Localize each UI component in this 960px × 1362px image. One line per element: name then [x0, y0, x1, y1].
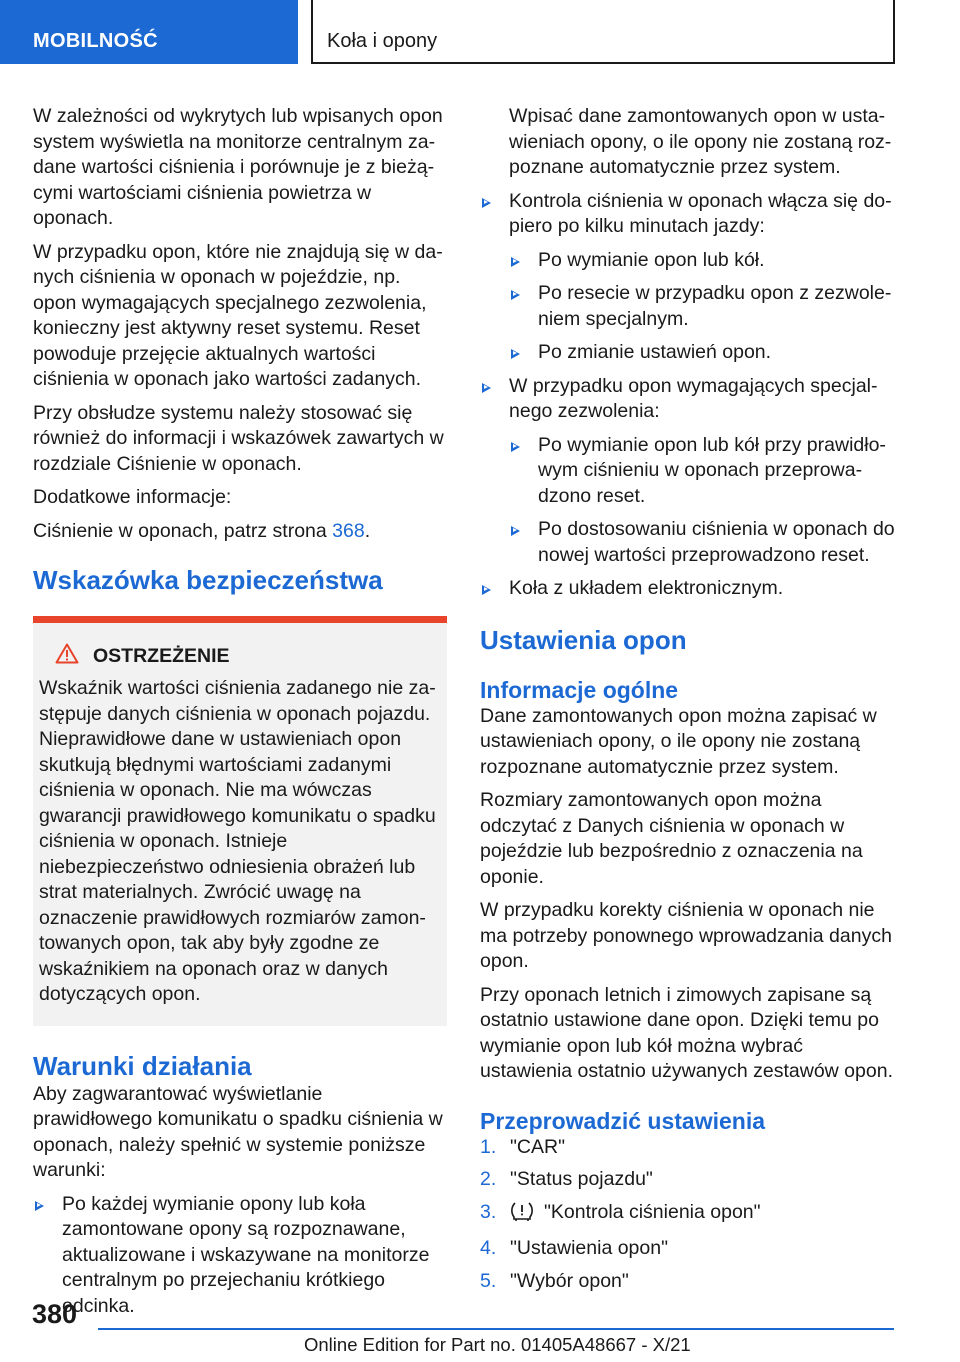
warning-triangle-icon	[55, 643, 93, 670]
left-column	[33, 104, 447, 1327]
cross-reference-end: .	[364, 519, 371, 542]
tire-pressure-icon	[510, 1200, 534, 1230]
arrow-bullet-icon	[35, 1201, 44, 1211]
arrow-bullet-icon	[511, 257, 520, 267]
list-item	[480, 189, 898, 366]
step-text: "Wybór opon"	[510, 1269, 629, 1292]
conditions-heading: Warunki działania	[33, 1050, 252, 1081]
list-item-text: Kontrola ciśnienia w oponach włącza się dopiero po kilku minutach jazdy:	[509, 189, 892, 237]
step-number: 1.	[480, 1135, 497, 1158]
step-item	[480, 1135, 898, 1161]
list-item-text: W przypadku opon wymagających specjalnego zezwolenia:	[509, 374, 878, 422]
general-info-heading: Informacje ogólne	[480, 676, 679, 703]
sub-list	[509, 433, 898, 569]
intro-paragraph-2: W przypadku opon, które nie znajdują się w danych ciśnienia w oponach w pojeździe, np. opon wymagających specjalnego zezwolenia, konieczny jest aktywny reset systemu. Reset powoduje przejęcie aktualnych wartości ciśnienia w oponach jako wartości zadanych.	[33, 240, 443, 390]
conditions-list-continued	[480, 189, 898, 602]
step-number: 2.	[480, 1168, 497, 1190]
section-tab	[0, 0, 298, 64]
list-item-text: Po resecie w przypadku opon z zezwoleniem specjalnym.	[538, 282, 892, 330]
arrow-bullet-icon	[511, 526, 520, 536]
step-item	[480, 1269, 898, 1295]
section-title: MOBILNOŚĆ	[33, 30, 158, 52]
footer-edition: Online Edition for Part no. 01405A48667 - X/21	[304, 1334, 691, 1355]
step-number: 4.	[480, 1237, 497, 1259]
arrow-bullet-icon	[511, 290, 520, 300]
footer-divider	[98, 1328, 894, 1330]
conditions-list	[33, 1192, 447, 1320]
list-item-text: Koła z układem elektronicznym.	[509, 577, 784, 599]
step-item	[480, 1236, 898, 1262]
list-item	[480, 576, 898, 602]
arrow-bullet-icon	[511, 442, 520, 452]
general-paragraph-4: Przy oponach letnich i zimowych zapisane są ostatnio ustawione dane opon. Dzięki temu po wymianie opon lub kół można wybrać ustawienia ostatnio używanych zestawów opon.	[480, 983, 893, 1082]
list-item	[509, 517, 898, 568]
general-paragraph-1: Dane zamontowanych opon można zapisać w ustawieniach opony, o ile opony nie zostaną rozpoznane automatycznie przez system.	[480, 704, 877, 778]
arrow-bullet-icon	[511, 349, 520, 359]
step-item	[480, 1167, 898, 1193]
intro-paragraph-3: Przy obsłudze systemu należy stosować się również do informacji i wskazówek zawartych w rozdziale Ciśnienie w oponach.	[33, 401, 444, 475]
chapter-title: Koła i opony	[327, 30, 438, 52]
list-item-text: Po wymianie opon lub kół przy prawidłowym ciśnieniu w oponach przeprowadzono reset.	[538, 433, 886, 507]
list-item	[509, 281, 898, 332]
page-number: 380	[32, 1299, 78, 1329]
warning-box	[33, 616, 447, 1026]
sub-list	[509, 248, 898, 366]
warning-header	[39, 643, 441, 670]
apply-settings-heading: Przeprowadzić ustawienia	[480, 1107, 766, 1134]
list-item	[509, 433, 898, 510]
cross-reference-text: Ciśnienie w oponach, patrz strona	[33, 519, 333, 542]
cross-reference	[33, 519, 447, 545]
page-link-368[interactable]: 368	[332, 519, 365, 542]
list-item-text: Po każdej wymianie opony lub koła zamontowane opony są rozpoznawane, aktualizowane i wskazywane na monitorze centralnym po przejechaniu krótkiego odcinka.	[62, 1192, 430, 1317]
warning-title: OSTRZEŻENIE	[93, 645, 230, 667]
safety-heading: Wskazówka bezpieczeństwa	[33, 565, 383, 595]
arrow-bullet-icon	[482, 383, 491, 393]
list-item	[33, 1192, 447, 1320]
list-item-text: Po dostosowaniu ciśnienia w oponach do nowej wartości przeprowadzono reset.	[538, 518, 895, 566]
step-text: "CAR"	[510, 1135, 566, 1158]
continuation-paragraph: Wpisać dane zamontowanych opon w ustawieniach opony, o ile opony nie zostaną rozpoznane automatycznie przez system.	[509, 105, 892, 178]
right-column	[480, 104, 898, 1301]
step-text: "Status pojazdu"	[510, 1168, 653, 1190]
steps-list	[480, 1135, 898, 1295]
list-item-text: Po zmianie ustawień opon.	[538, 341, 772, 363]
step-number: 3.	[480, 1200, 497, 1223]
general-paragraph-3: W przypadku korekty ciśnienia w oponach nie ma potrzeby ponownego wprowadzania danych opon.	[480, 899, 892, 972]
conditions-intro: Aby zagwarantować wyświetlanie prawidłowego komunikatu o spadku ciśnienia w oponach, należy spełnić w systemie poniższe warunki:	[33, 1082, 443, 1181]
general-paragraph-2: Rozmiary zamontowanych opon można odczytać z Danych ciśnienia w oponach w pojeździe lub bezpośrednio z oznaczenia na oponie.	[480, 789, 863, 888]
chapter-header	[311, 0, 895, 64]
arrow-bullet-icon	[482, 585, 491, 595]
list-item	[509, 248, 898, 274]
step-number: 5.	[480, 1269, 497, 1292]
arrow-bullet-icon	[482, 198, 491, 208]
step-text: "Ustawienia opon"	[510, 1237, 669, 1259]
additional-info-label: Dodatkowe informacje:	[33, 486, 232, 508]
settings-heading: Ustawienia opon	[480, 624, 687, 655]
step-text: "Kontrola ciśnienia opon"	[544, 1200, 761, 1223]
intro-paragraph-1: W zależności od wykrytych lub wpisanych opon system wyświetla na monitorze centralnym zadane wartości ciśnienia i porównuje je z bieżącymi wartościami ciśnienia powietrza w oponach.	[33, 105, 443, 229]
step-item	[480, 1200, 898, 1230]
list-item-text: Po wymianie opon lub kół.	[538, 248, 765, 271]
warning-text: Wskaźnik wartości ciśnienia zadanego nie zastępuje danych ciśnienia w oponach pojazdu. Nieprawidłowe dane w ustawieniach opon skutkują błędnymi wartościami zadanymi ciśnienia w oponach. Nie ma wówczas gwarancji prawidłowego komunikatu o spadku ciśnienia w oponach. Istnieje niebezpieczeństwo odniesienia obrażeń lub strat materialnych. Zwrócić uwagę na oznaczenie prawidłowych rozmiarów zamontowanych opon, tak aby były zgodne ze wskaźnikiem na oponach oraz w danych dotyczących opon.	[39, 677, 436, 1005]
list-item	[480, 374, 898, 569]
list-item	[509, 340, 898, 366]
